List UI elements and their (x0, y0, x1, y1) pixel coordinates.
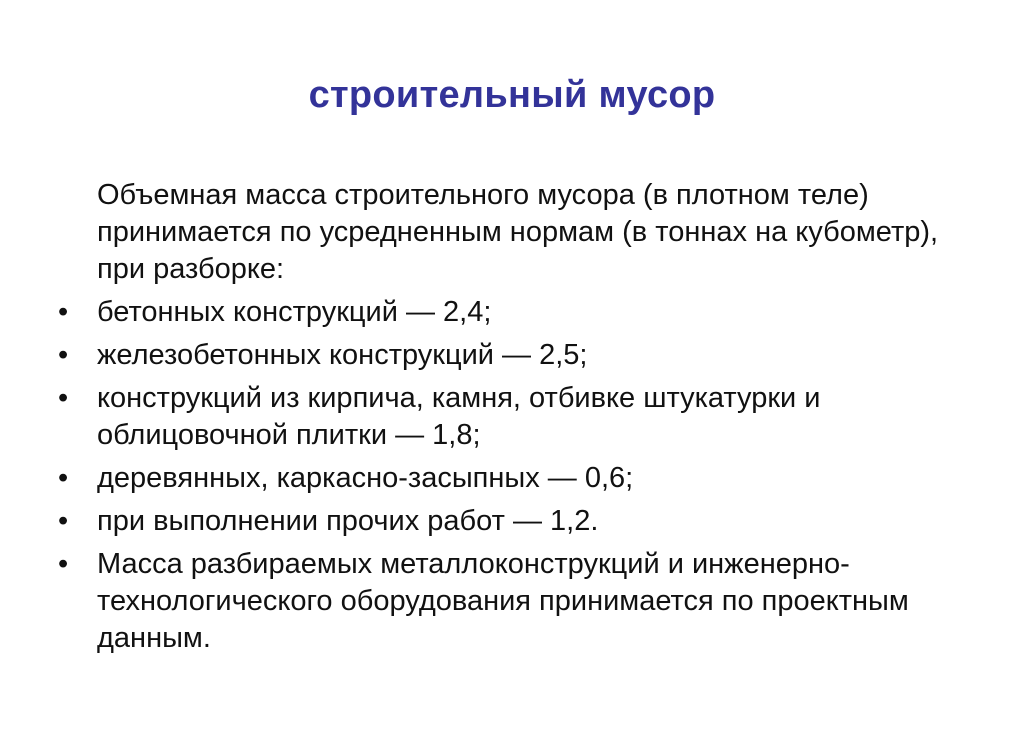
bullet-icon: • (58, 382, 69, 414)
bullet-icon: • (58, 548, 69, 580)
bullet-icon: • (58, 505, 69, 537)
bullet-list (52, 294, 972, 657)
bullet-item (52, 503, 962, 540)
bullet-text: деревянных, каркасно-засыпных — 0,6; (97, 462, 634, 494)
bullet-item (52, 294, 962, 331)
bullet-text: железобетонных конструкций — 2,5; (97, 339, 588, 371)
bullet-item (52, 337, 962, 374)
bullet-text: конструкций из кирпича, камня, отбивке штукатурки и облицовочной плитки — 1,8; (97, 382, 821, 451)
bullet-text: при выполнении прочих работ — 1,2. (97, 505, 599, 537)
bullet-icon: • (58, 462, 69, 494)
bullet-item (52, 380, 962, 454)
bullet-icon: • (58, 339, 69, 371)
bullet-text: Масса разбираемых металлоконструкций и инженерно-технологического оборудования принимается по проектным данным. (97, 548, 909, 654)
slide-body (52, 177, 972, 663)
bullet-item (52, 460, 962, 497)
bullet-icon: • (58, 296, 69, 328)
bullet-item (52, 546, 962, 657)
intro-paragraph: Объемная масса строительного мусора (в плотном теле) принимается по усредненным нормам (в тоннах на кубометр), при разборке: (97, 179, 939, 285)
slide-title: строительный мусор (308, 74, 716, 116)
bullet-text: бетонных конструкций — 2,4; (97, 296, 492, 328)
